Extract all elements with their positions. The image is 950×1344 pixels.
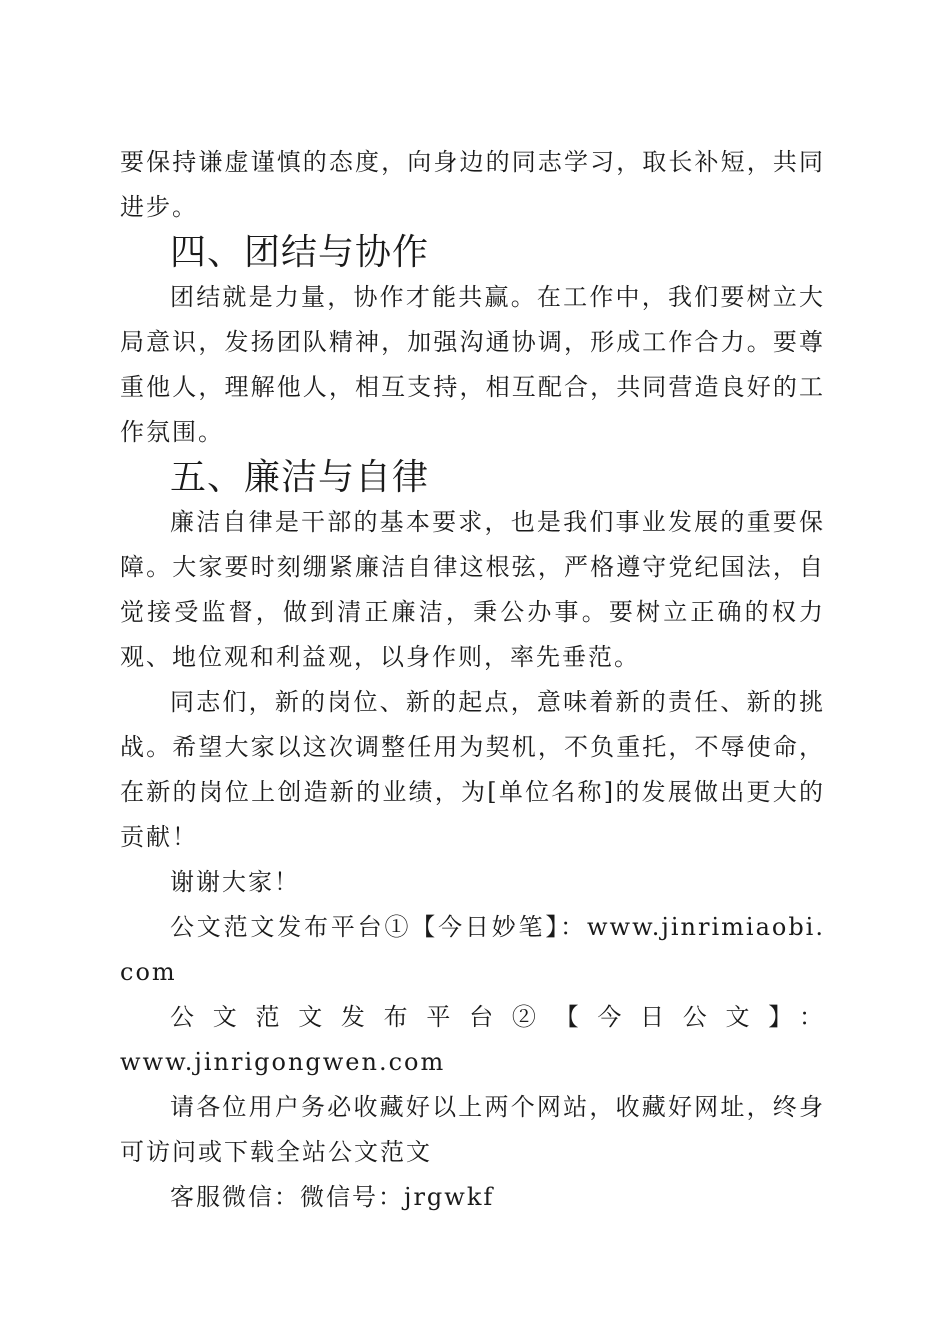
paragraph-closing-remarks: 同志们，新的岗位、新的起点，意味着新的责任、新的挑战。希望大家以这次调整任用为契机，不负重托，不辱使命，在新的岗位上创造新的业绩，为[单位名称]的发展做出更大的贡献！ bbox=[120, 688, 825, 851]
heading-integrity-discipline: 五、廉洁与自律 bbox=[170, 457, 430, 498]
heading-unity-cooperation: 四、团结与协作 bbox=[170, 232, 430, 273]
paragraph-integrity-discipline: 廉洁自律是干部的基本要求，也是我们事业发展的重要保障。大家要时刻绷紧廉洁自律这根弦，严格遵守党纪国法，自觉接受监督，做到清正廉洁，秉公办事。要树立正确的权力观、地位观和利益观，以身作则，率先垂范。 bbox=[120, 508, 825, 671]
paragraph-unity-cooperation: 团结就是力量，协作才能共赢。在工作中，我们要树立大局意识，发扬团队精神，加强沟通协调，形成工作合力。要尊重他人，理解他人，相互支持，相互配合，共同营造良好的工作氛围。 bbox=[120, 283, 825, 446]
customer-service-wechat: 客服微信：微信号：jrgwkf bbox=[170, 1183, 495, 1211]
platform-label-2: 公文范文发布平台②【今日公文】： bbox=[170, 1003, 825, 1031]
paragraph-thanks: 谢谢大家！ bbox=[170, 868, 300, 896]
document-body bbox=[120, 140, 825, 1220]
paragraph-bookmark-notice: 请各位用户务必收藏好以上两个网站，收藏好网址，终身可访问或下载全站公文范文 bbox=[120, 1093, 825, 1166]
platform-link-1[interactable]: 公文范文发布平台①【今日妙笔】：www.jinrimiaobi.com bbox=[120, 913, 825, 986]
paragraph-humility: 要保持谦虚谨慎的态度，向身边的同志学习，取长补短，共同进步。 bbox=[120, 148, 825, 221]
platform-link-2[interactable]: www.jinrigongwen.com bbox=[120, 1048, 446, 1076]
